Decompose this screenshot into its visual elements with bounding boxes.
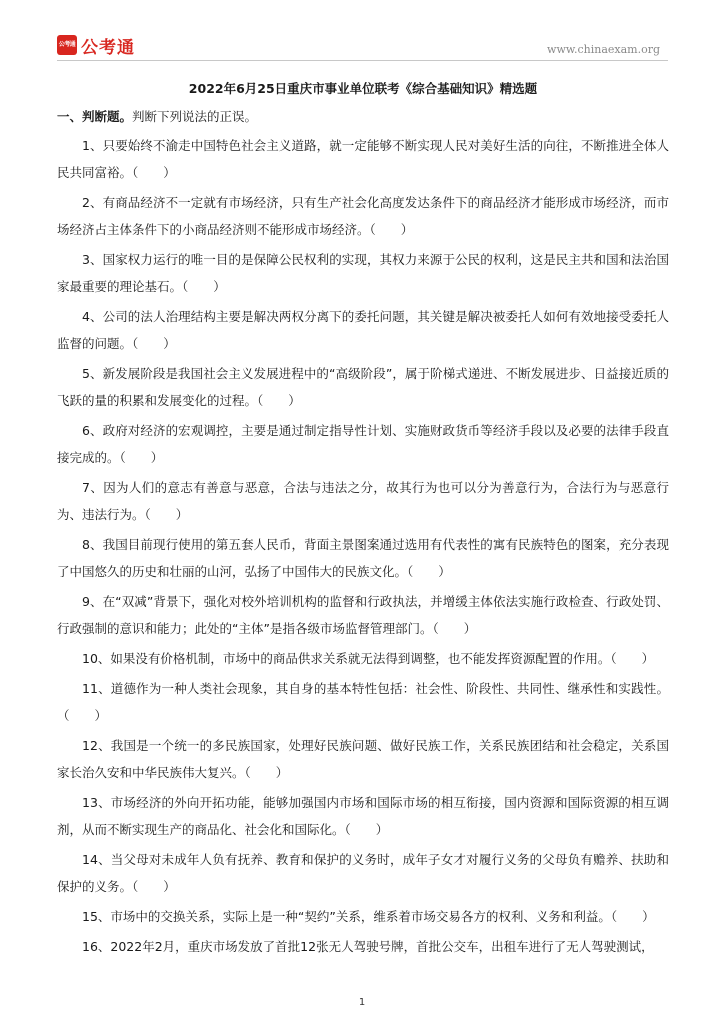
section-heading — [57, 102, 669, 132]
question-item: 12、我国是一个统一的多民族国家，处理好民族问题、做好民族工作，关系民族团结和社会稳定，关系国家长治久安和中华民族伟大复兴。（ ） — [57, 738, 669, 780]
question-item: 3、国家权力运行的唯一目的是保障公民权利的实现，其权力来源于公民的权利，这是民主共和国和法治国家最重要的理论基石。（ ） — [57, 252, 669, 294]
question-item: 6、政府对经济的宏观调控，主要是通过制定指导性计划、实施财政货币等经济手段以及必要的法律手段直接完成的。（ ） — [57, 423, 669, 465]
question-item: 1、只要始终不渝走中国特色社会主义道路，就一定能够不断实现人民对美好生活的向往，不断推进全体人民共同富裕。（ ） — [57, 138, 669, 180]
brand-logo[interactable] — [57, 35, 135, 58]
site-url[interactable]: www.chinaexam.org — [547, 43, 660, 56]
question-item: 13、市场经济的外向开拓功能，能够加强国内市场和国际市场的相互衔接，国内资源和国际资源的相互调剂，从而不断实现生产的商品化、社会化和国际化。（ ） — [57, 795, 669, 837]
question-item: 4、公司的法人治理结构主要是解决两权分离下的委托问题，其关键是解决被委托人如何有效地接受委托人监督的问题。（ ） — [57, 309, 669, 351]
question-list — [57, 132, 669, 960]
question-item: 5、新发展阶段是我国社会主义发展进程中的“高级阶段”，属于阶梯式递进、不断发展进步、日益接近质的飞跃的量的积累和发展变化的过程。（ ） — [57, 366, 669, 408]
question-item: 15、市场中的交换关系，实际上是一种“契约”关系，维系着市场交易各方的权利、义务和利益。（ ） — [82, 909, 655, 924]
question-item: 10、如果没有价格机制，市场中的商品供求关系就无法得到调整，也不能发挥资源配置的作用。（ ） — [82, 651, 655, 666]
document-title: 2022年6月25日重庆市事业单位联考《综合基础知识》精选题 — [188, 81, 538, 96]
question-item: 16、2022年2月，重庆市场发放了首批12张无人驾驶号牌，首批公交车，出租车进行了无人驾驶测试， — [82, 939, 654, 954]
page-number: 1 — [358, 997, 366, 1008]
document-body — [57, 76, 669, 963]
question-item: 14、当父母对未成年人负有抚养、教育和保护的义务时，成年子女才对履行义务的父母负有赡养、扶助和保护的义务。（ ） — [57, 852, 669, 894]
section-label: 一、判断题。 — [57, 109, 133, 124]
question-item: 8、我国目前现行使用的第五套人民币，背面主景图案通过选用有代表性的寓有民族特色的图案，充分表现了中国悠久的历史和壮丽的山河，弘扬了中国伟大的民族文化。（ ） — [57, 537, 669, 579]
logo-text: 公考通 — [81, 37, 135, 58]
logo-badge-icon: 公考通 — [57, 35, 77, 55]
question-item: 11、道德作为一种人类社会现象，其自身的基本特性包括：社会性、阶段性、共同性、继承性和实践性。（ ） — [57, 681, 669, 723]
section-instruction: 判断下列说法的正误。 — [132, 109, 258, 124]
page-header — [0, 0, 724, 64]
header-divider — [57, 60, 668, 61]
question-item: 9、在“双减”背景下，强化对校外培训机构的监督和行政执法，并增缓主体依法实施行政检查、行政处罚、行政强制的意识和能力；此处的“主体”是指各级市场监督管理部门。（ ） — [57, 594, 669, 636]
question-item: 2、有商品经济不一定就有市场经济，只有生产社会化高度发达条件下的商品经济才能形成市场经济，而市场经济占主体条件下的小商品经济则不能形成市场经济。（ ） — [57, 195, 669, 237]
question-item: 7、因为人们的意志有善意与恶意，合法与违法之分，故其行为也可以分为善意行为，合法行为与恶意行为、违法行为。（ ） — [57, 480, 669, 522]
